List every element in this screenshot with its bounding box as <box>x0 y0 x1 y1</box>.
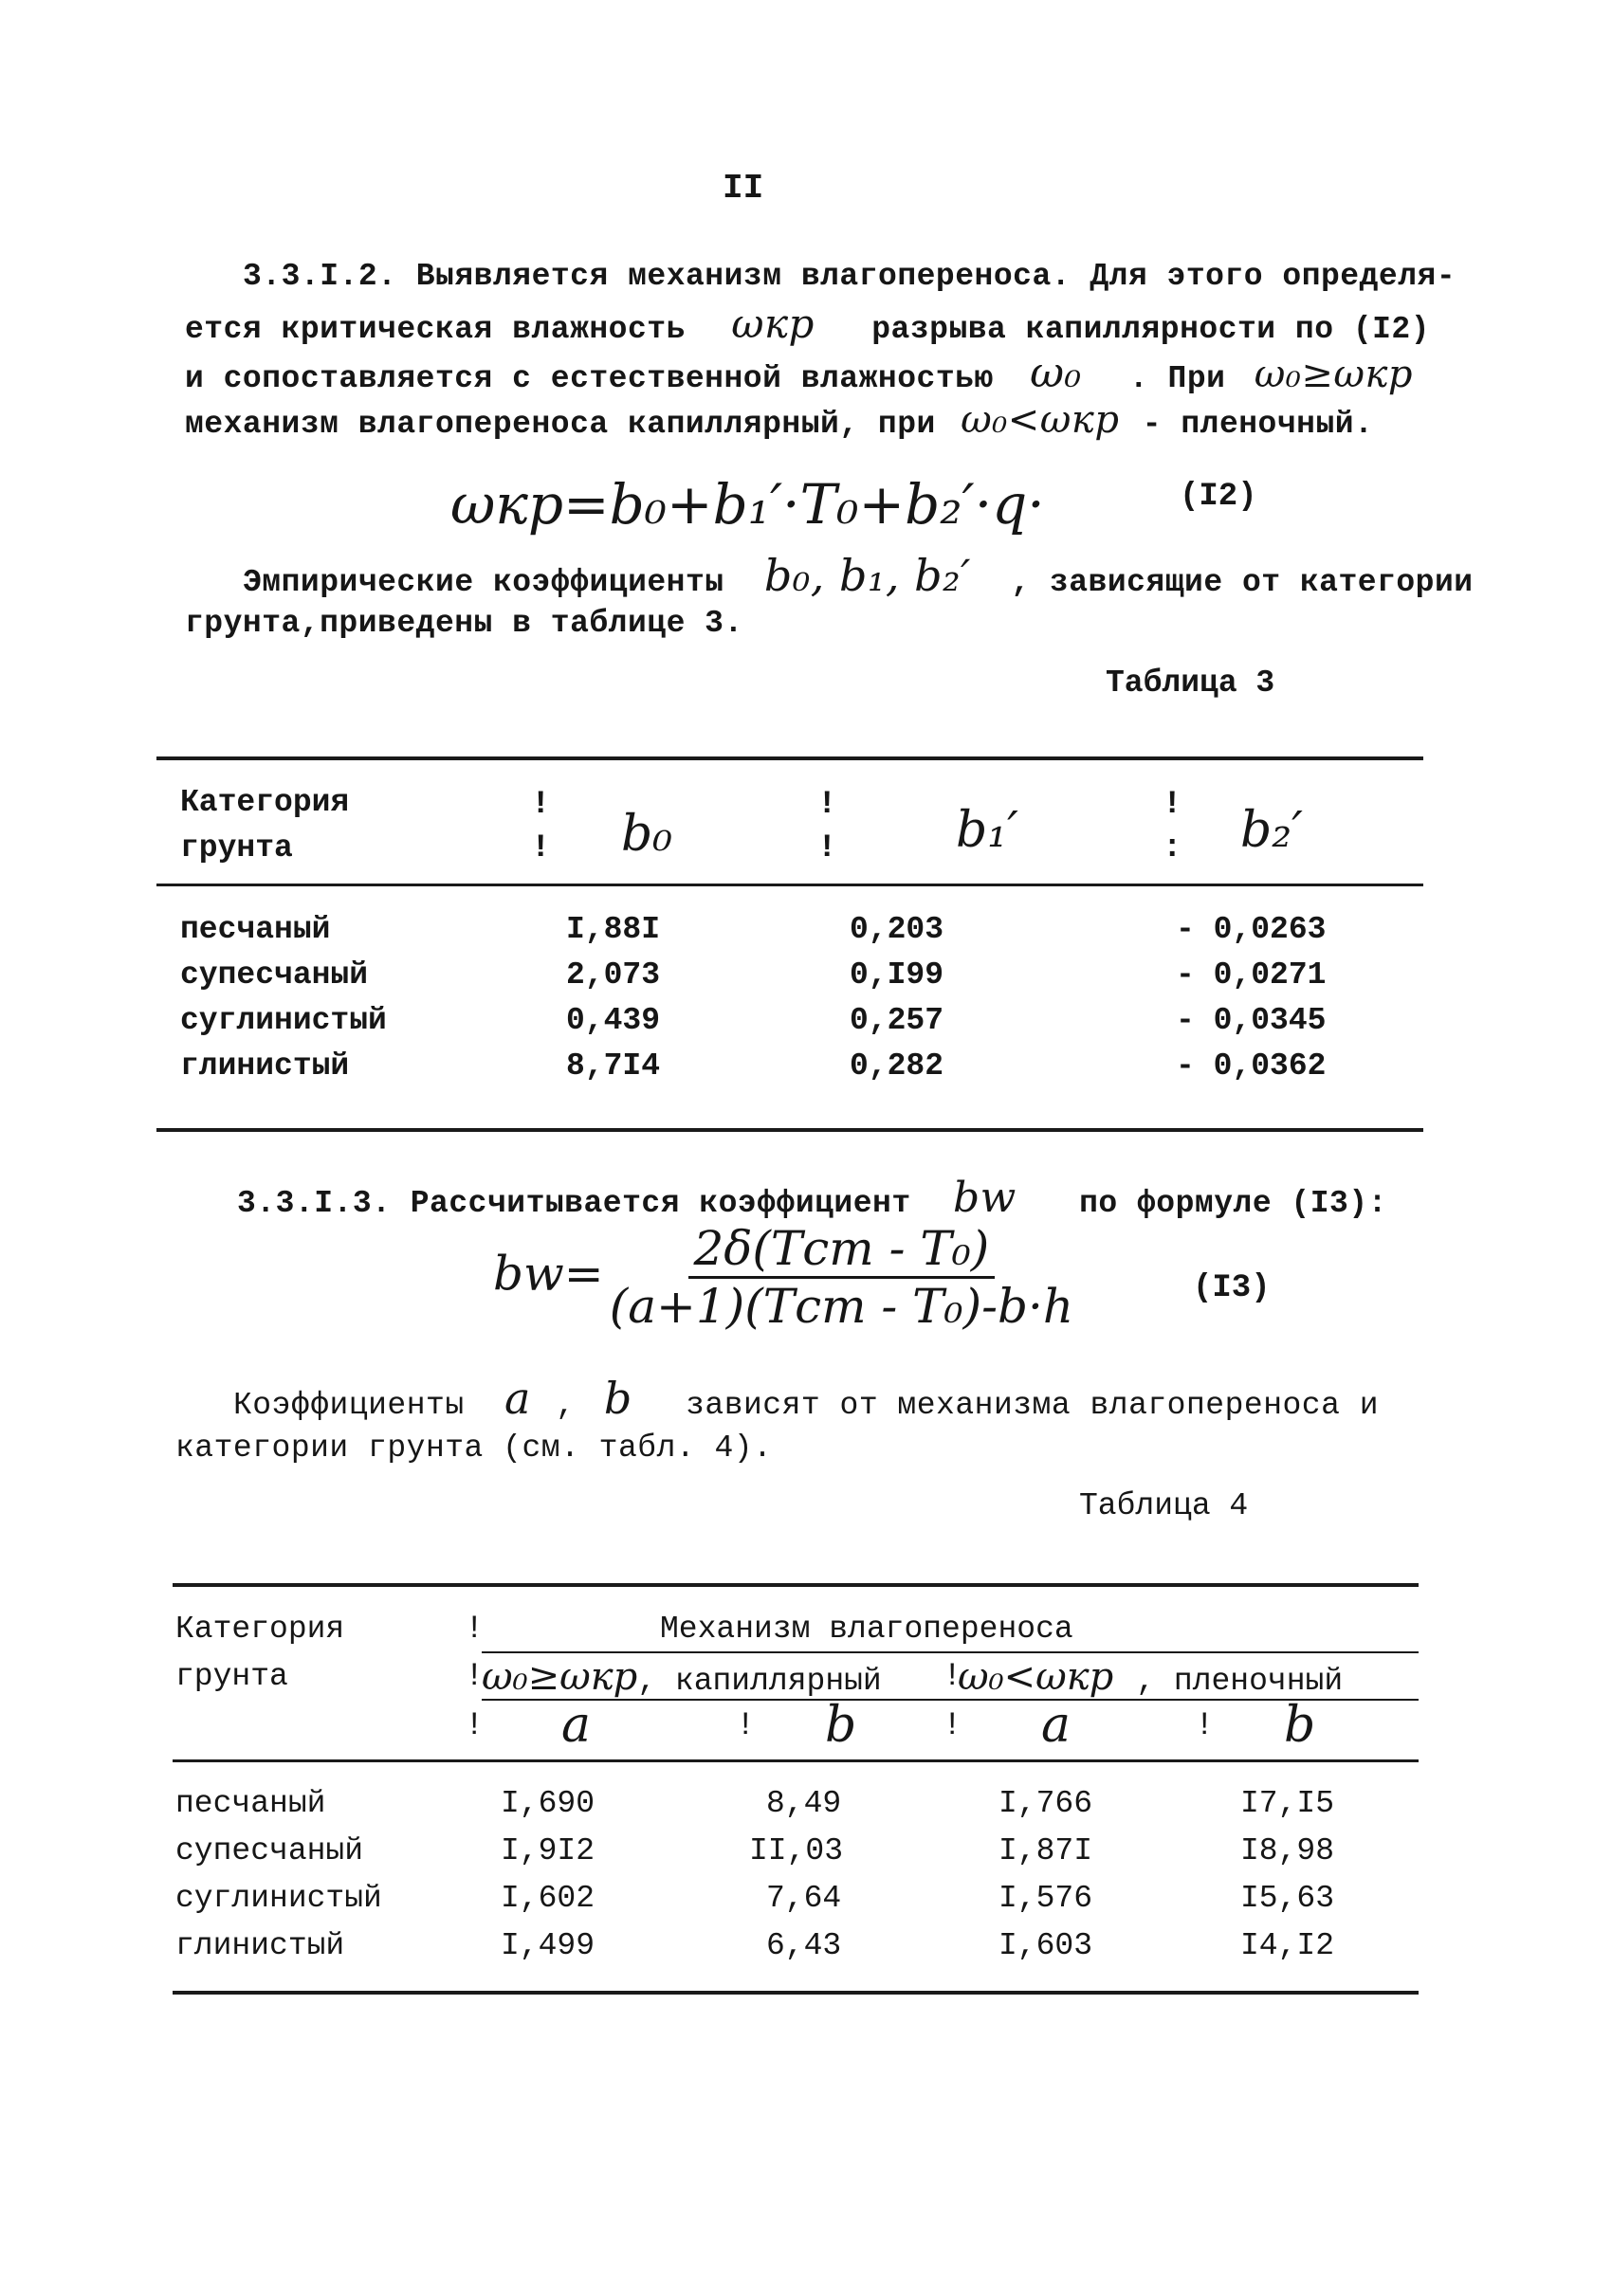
table-4-row-4-a1: I,499 <box>501 1928 595 1963</box>
table-3-row-2-b1: 0,I99 <box>850 957 944 993</box>
table-3-separator: ! <box>531 830 551 866</box>
table-3-header-b1: b₁′ <box>956 802 1018 859</box>
formula-13-numerator: 2δ(Tст - T₀) <box>688 1221 996 1279</box>
section-1-text-5: . При <box>1128 361 1226 396</box>
coeffs-line-2: грунта,приведены в таблице 3. <box>185 606 743 641</box>
table-4-header-film-group <box>958 1655 1343 1699</box>
coeffs-symbols: b₀, b₁, b₂′ <box>763 550 971 601</box>
table-4-separator: ! <box>465 1708 485 1744</box>
table-4-header-category-2: грунта <box>175 1659 288 1694</box>
table-4-header-b1: b <box>825 1697 857 1754</box>
table-4-row-4-a2: I,603 <box>998 1928 1093 1963</box>
table-4-row-2-b2: I8,98 <box>1240 1833 1335 1868</box>
section-2-text-after: по формуле (I3): <box>1079 1186 1387 1221</box>
formula-12: ωкр=b₀+b₁′·T₀+b₂′·q· <box>450 472 1045 537</box>
table-4-header-a2: a <box>1041 1697 1072 1754</box>
symbol-wkp: ωкр <box>731 301 815 347</box>
table-4-cond-cap: ω₀≥ωкр <box>482 1655 638 1699</box>
table-4-header-group: Механизм влагопереноса <box>660 1612 1073 1647</box>
table-3-header-b0: b₀ <box>621 806 673 863</box>
section-2-text-before: Рассчитывается коэффициент <box>410 1186 911 1221</box>
table-4-row-2-b1: II,03 <box>749 1833 844 1868</box>
section-2-number: 3.3.I.3. <box>237 1186 392 1221</box>
table-3-separator: ! <box>1163 787 1182 823</box>
table-3-row-3-b2: - 0,0345 <box>1176 1003 1327 1038</box>
table-4-separator: ! <box>465 1659 485 1695</box>
table-3-row-1-b1: 0,203 <box>850 912 944 947</box>
table-3-row-4-b2: - 0,0362 <box>1176 1048 1327 1084</box>
table-4-separator: ! <box>943 1708 962 1744</box>
table-4-row-1-b1: 8,49 <box>766 1786 842 1821</box>
section-1-text-4: и сопоставляется с естественной влажностью <box>185 361 994 396</box>
symbol-bw: bw <box>952 1174 1017 1222</box>
table-4-row-1-a2: I,766 <box>998 1786 1093 1821</box>
formula-13-fraction <box>604 1221 1079 1334</box>
section-1-line-2 <box>185 300 1430 354</box>
table-4-row-4-b1: 6,43 <box>766 1928 842 1963</box>
section-1-text-1: Выявляется механизм влагопереноса. Для этого определя- <box>415 259 1456 294</box>
ab-line-2: категории грунта (см. табл. 4). <box>175 1430 773 1466</box>
table-4-row-1-a1: I,690 <box>501 1786 595 1821</box>
table-4-row-2-a1: I,9I2 <box>501 1833 595 1868</box>
section-1-text-2: ется критическая влажность <box>185 312 686 347</box>
section-2-line <box>237 1174 1387 1228</box>
section-1-line-1 <box>243 252 1456 301</box>
table-3-row-3-b0: 0,439 <box>566 1003 661 1038</box>
table-3-bottom-rule <box>156 1128 1423 1132</box>
formula-12-number: (I2) <box>1180 479 1257 515</box>
table-4-row-2-name: супесчаный <box>175 1833 364 1868</box>
table-4-film-label: , пленочный <box>1136 1664 1344 1699</box>
table-3-caption: Таблица 3 <box>1106 665 1275 701</box>
formula-13-denominator: (a+1)(Tст - T₀)-b·h <box>609 1279 1074 1334</box>
formula-13-number: (I3) <box>1193 1270 1271 1306</box>
table-4-separator: ! <box>465 1612 485 1648</box>
section-1-number: 3.3.I.2. <box>243 259 397 294</box>
table-4-header-category-1: Категория <box>175 1612 345 1647</box>
section-1-text-3: разрыва капиллярности по (I2) <box>871 312 1431 347</box>
table-4-subgroup-underline <box>482 1699 1419 1701</box>
table-4-cap-label: , капиллярный <box>637 1664 882 1699</box>
table-3-row-1-name: песчаный <box>180 912 331 947</box>
table-4-separator: ! <box>736 1708 756 1744</box>
section-1-line-3 <box>185 349 1413 403</box>
table-3-row-3-b1: 0,257 <box>850 1003 944 1038</box>
table-3-header-category-1: Категория <box>180 785 350 820</box>
table-3-header-rule <box>156 884 1423 886</box>
coeffs-text-before: Эмпирические коэффициенты <box>243 565 724 600</box>
formula-13 <box>493 1221 1079 1334</box>
section-1-text-6: механизм влагопереноса капиллярный, при <box>185 407 936 442</box>
symbol-w0: ω₀ <box>1030 349 1082 397</box>
table-4-row-1-name: песчаный <box>175 1786 326 1821</box>
page-number: II <box>723 169 764 208</box>
table-4-header-rule <box>173 1759 1419 1762</box>
table-3-separator: : <box>1163 830 1182 866</box>
table-4-row-3-b1: 7,64 <box>766 1881 842 1916</box>
table-3-row-2-b2: - 0,0271 <box>1176 957 1327 993</box>
table-4-header-a1: a <box>561 1697 592 1754</box>
table-4-header-cap-group <box>482 1655 882 1699</box>
ab-text-before: Коэффициенты <box>233 1388 465 1423</box>
symbol-b: b <box>603 1373 632 1424</box>
table-4-separator: ! <box>943 1659 962 1695</box>
ab-text-after: зависят от механизма влагопереноса и <box>686 1388 1380 1423</box>
condition-ge: ω₀≥ωкр <box>1254 353 1414 396</box>
table-3-row-1-b2: - 0,0263 <box>1176 912 1327 947</box>
table-4-row-3-a1: I,602 <box>501 1881 595 1916</box>
section-1-text-7: - пленочный. <box>1142 407 1374 442</box>
table-3-row-4-name: глинистый <box>180 1048 350 1084</box>
table-4-row-4-b2: I4,I2 <box>1240 1928 1335 1963</box>
table-4-bottom-rule <box>173 1991 1419 1995</box>
section-1-line-4 <box>185 396 1373 448</box>
table-4-group-underline <box>482 1651 1419 1653</box>
table-3-separator: ! <box>531 787 551 823</box>
table-4-top-rule <box>173 1583 1419 1587</box>
table-4-separator: ! <box>1195 1708 1215 1744</box>
table-4-row-3-b2: I5,63 <box>1240 1881 1335 1916</box>
table-3-row-4-b0: 8,7I4 <box>566 1048 661 1084</box>
table-4-header-b2: b <box>1284 1697 1316 1754</box>
coeffs-text-after: , зависящие от категории <box>1011 565 1474 600</box>
ab-line-1 <box>233 1375 1379 1430</box>
table-3-row-1-b0: I,88I <box>566 912 661 947</box>
table-3-row-4-b1: 0,282 <box>850 1048 944 1084</box>
table-4-row-4-name: глинистый <box>175 1928 345 1963</box>
table-3-row-2-name: супесчаный <box>180 957 369 993</box>
table-4-caption: Таблица 4 <box>1079 1488 1249 1523</box>
condition-lt: ω₀<ωкр <box>961 398 1120 442</box>
table-4-cond-film: ω₀<ωкр <box>958 1655 1114 1699</box>
table-3-row-3-name: суглинистый <box>180 1003 387 1038</box>
table-3-separator: ! <box>817 830 837 866</box>
table-4-row-2-a2: I,87I <box>998 1833 1093 1868</box>
symbol-a: a <box>504 1373 531 1424</box>
ab-comma: , <box>556 1388 576 1423</box>
table-3-header-category-2: грунта <box>180 830 293 866</box>
table-4-row-3-a2: I,576 <box>998 1881 1093 1916</box>
formula-13-lhs: bw= <box>493 1246 604 1302</box>
table-3-row-2-b0: 2,073 <box>566 957 661 993</box>
table-3-top-rule <box>156 756 1423 760</box>
table-3-header-b2: b₂′ <box>1240 802 1303 859</box>
table-4-row-1-b2: I7,I5 <box>1240 1786 1335 1821</box>
table-3-separator: ! <box>817 787 837 823</box>
table-4-row-3-name: суглинистый <box>175 1881 382 1916</box>
